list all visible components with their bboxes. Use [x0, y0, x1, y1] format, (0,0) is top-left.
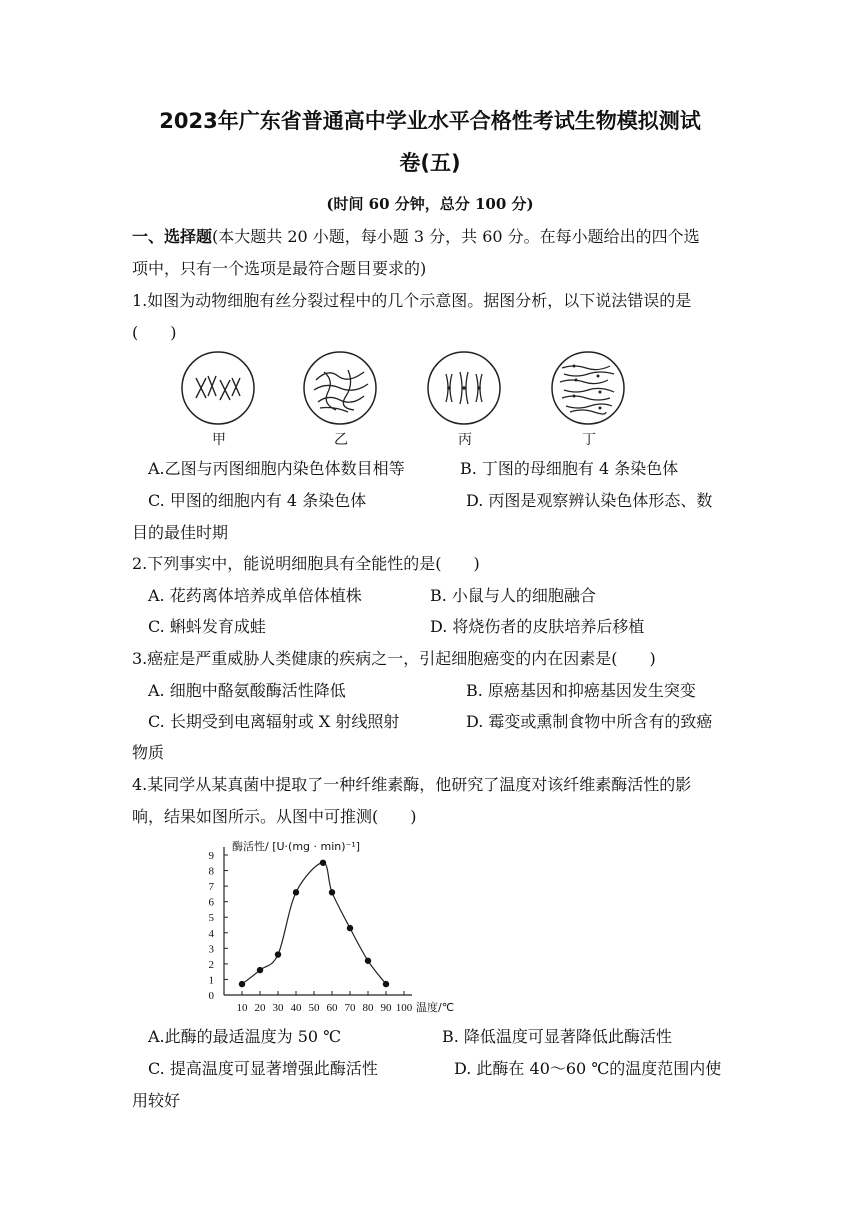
q2-stem: 2.下列事实中，能说明细胞具有全能性的是( ) — [132, 554, 480, 573]
q2-option-a: A. 花药离体培养成单倍体植株 — [148, 586, 362, 605]
cell-label-bing: 丙 — [458, 432, 472, 448]
section-heading-line — [132, 226, 742, 248]
exam-subtitle: (时间 60 分钟，总分 100 分) — [326, 195, 534, 213]
section-heading: 一、选择题 — [132, 227, 213, 246]
x-tick-label: 10 — [236, 1002, 248, 1014]
data-point — [239, 981, 245, 987]
q1-option-d: D. 丙图是观察辨认染色体形态、数 — [466, 491, 713, 510]
q3-stem: 3.癌症是严重威胁人类健康的疾病之一，引起细胞癌变的内在因素是( ) — [132, 649, 656, 668]
q1-option-c: C. 甲图的细胞内有 4 条染色体 — [148, 491, 367, 510]
x-tick-label: 20 — [254, 1002, 266, 1014]
section-desc-line1: (本大题共 20 小题，每小题 3 分，共 60 分。在每小题给出的四个选 — [212, 227, 700, 246]
q3-option-b: B. 原癌基因和抑癌基因发生突变 — [466, 681, 696, 700]
q4-stem-line2: 响，结果如图所示。从图中可推测( ) — [132, 807, 417, 826]
q4-stem-line1: 4.某同学从某真菌中提取了一种纤维素酶，他研究了温度对该纤维素酶活性的影 — [132, 775, 692, 794]
y-tick-label: 4 — [208, 927, 214, 940]
data-point — [320, 860, 326, 866]
q2-option-b: B. 小鼠与人的细胞融合 — [430, 586, 596, 605]
q4-option-d-cont: 用较好 — [132, 1091, 181, 1110]
cell-label-yi: 乙 — [334, 432, 348, 448]
q3-option-a: A. 细胞中酪氨酸酶活性降低 — [148, 681, 346, 700]
exam-title-line1: 2023年广东省普通高中学业水平合格性考试生物模拟测试 — [159, 109, 701, 133]
cell-label-ding: 丁 — [582, 432, 596, 448]
q3-option-d: D. 霉变或熏制食物中所含有的致癌 — [466, 712, 713, 731]
q3-option-d-cont: 物质 — [132, 743, 165, 762]
cell-label-jia: 甲 — [212, 432, 226, 448]
y-tick-label: 2 — [208, 958, 214, 971]
q4-option-c: C. 提高温度可显著增强此酶活性 — [148, 1059, 378, 1078]
cell-ding — [552, 352, 624, 424]
enzyme-activity-chart-svg — [196, 838, 476, 1018]
y-tick-label: 8 — [208, 865, 214, 878]
data-point — [365, 958, 371, 964]
data-point — [293, 889, 299, 895]
q3-option-c: C. 长期受到电离辐射或 X 射线照射 — [148, 712, 400, 731]
cell-yi — [304, 352, 376, 424]
x-tick-label: 100 — [395, 1002, 413, 1014]
y-tick-label: 9 — [208, 850, 214, 862]
q2-option-c: C. 蝌蚪发育成蛙 — [148, 617, 266, 636]
exam-title-line2: 卷(五) — [399, 151, 461, 175]
y-tick-label: 0 — [208, 990, 214, 1002]
y-axis-label: 酶活性/ [U·(mg · min)⁻¹] — [232, 840, 361, 853]
x-tick-label: 90 — [380, 1002, 392, 1014]
y-tick-label: 7 — [208, 881, 214, 894]
section-desc-line2: 项中，只有一个选项是最符合题目要求的) — [132, 259, 427, 278]
q4-option-a: A.此酶的最适温度为 50 ℃ — [148, 1027, 342, 1046]
q1-option-d-cont: 目的最佳时期 — [132, 523, 229, 542]
cell-bing — [428, 352, 500, 424]
x-tick-label: 30 — [272, 1002, 284, 1014]
y-tick-label: 5 — [208, 912, 214, 925]
data-point — [257, 967, 263, 973]
q2-option-d: D. 将烧伤者的皮肤培养后移植 — [430, 617, 645, 636]
data-point — [347, 925, 353, 931]
activity-curve — [242, 863, 386, 984]
cell-jia — [182, 352, 254, 424]
enzyme-activity-chart — [196, 838, 476, 1018]
mitosis-figure — [178, 350, 638, 450]
x-tick-label: 70 — [344, 1002, 356, 1014]
x-axis-label: 温度/℃ — [416, 1001, 455, 1014]
q4-option-d: D. 此酶在 40～60 ℃的温度范围内使 — [454, 1059, 722, 1078]
y-tick-label: 6 — [208, 896, 214, 909]
q4-option-b: B. 降低温度可显著降低此酶活性 — [442, 1027, 672, 1046]
q1-option-a: A.乙图与丙图细胞内染色体数目相等 — [148, 459, 405, 478]
x-tick-label: 50 — [308, 1002, 320, 1014]
q1-stem-line2: ( ) — [132, 323, 177, 342]
data-point — [329, 889, 335, 895]
q1-option-b: B. 丁图的母细胞有 4 条染色体 — [460, 459, 679, 478]
y-tick-label: 1 — [208, 974, 214, 987]
x-tick-label: 40 — [290, 1002, 302, 1014]
data-point — [275, 951, 281, 957]
x-tick-label: 80 — [362, 1002, 374, 1014]
data-point — [383, 981, 389, 987]
q1-stem-line1: 1.如图为动物细胞有丝分裂过程中的几个示意图。据图分析，以下说法错误的是 — [132, 291, 692, 310]
y-tick-label: 3 — [208, 943, 214, 956]
x-tick-label: 60 — [326, 1002, 338, 1014]
